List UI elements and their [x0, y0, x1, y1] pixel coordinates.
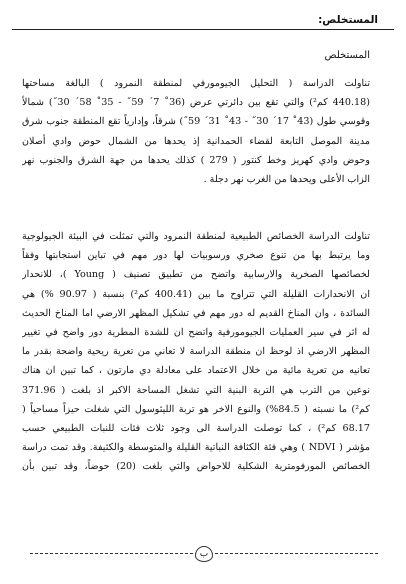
page-number: ب	[195, 546, 213, 562]
text-line: وما يرتبط بها من تنوع صخري ورسوبيات لها دور مهم في تباين استجابتها وفقاً	[22, 250, 370, 262]
text-line: وحوض وادي كهريز وخط كنتور ( 279 ) كذلك يحدها من جهة الشرق والجنوب نهر	[22, 154, 370, 166]
text-line: مؤشر ( NDVI ) وهي فئة الكثافة النباتية القليلة والمتوسطة والكثيفة. وقد تمت دراسة	[22, 442, 370, 454]
header-title: المستخلص:	[318, 14, 378, 26]
text-line: نوعين من الترب هي التربة البنية التي تشغل المساحة الاكبر اذ بلغت ( 371.96	[22, 384, 370, 396]
abstract-paragraph-2	[22, 227, 370, 477]
text-line: كم²) ما نسبته ( 84.5%) والنوع الاخر هو تربة الليثوسول التي شغلت حيزاً مساحياً (	[22, 403, 370, 415]
text-line: الزاب الأعلى ويحدها من الغرب نهر دجلة .	[203, 174, 370, 186]
text-line: وقوسي طول (43˚ 17´ 30˝ - 43˚ 31´ 59˝) شرقاً، وإدارياً تقع المنطقة جنوب شرق	[22, 116, 370, 128]
text-line: تناولت الدراسة ( التحليل الجيومورفي لمنطقة النمرود ) البالغة مساحتها	[22, 78, 370, 89]
text-line: 68.17 كم²) ، كما توصلت الدراسة الى وجود ثلاث فئات للنبات الطبيعي حسب	[22, 423, 370, 435]
abstract-paragraph-1	[22, 74, 370, 189]
header-divider	[12, 29, 394, 30]
text-line: (440.18 كم²) والتي تقع بين دائرتي عرض (36˚ 7´ 59˝ - 35˚ 58´ 30˝) شمالاً	[22, 97, 370, 109]
text-line: المظهر الارضي اذ لوحظ ان منطقة الدراسة لا تعاني من تعرية ريحية واضحة بقدر ما	[22, 346, 370, 358]
text-line: تناولت الدراسة الخصائص الطبيعية لمنطقة النمرود والتي تمثلت في البيئة الجيولوجية	[22, 231, 370, 242]
text-line: مدينة الموصل التابعة لقضاء الحمدانية إذ يحدها من الشمال حوض وادي أصلان	[22, 135, 370, 147]
text-line: السائدة ، وان المناخ القديم له دور مهم في تشكيل المظهر الارضي اما المناخ الحديث	[22, 307, 370, 319]
text-line: لخصائصها الصخرية والارسابية واتضح من تطبيق تصنيف ( Young )، للانحدار	[22, 269, 370, 281]
text-line: الخصائص المورفومترية الشكلية للاحواض والتي بلغت (20) حوضاً، وقد تبين بأن	[22, 461, 370, 473]
text-line: تعانيه من تعرية مائية من خلال الاعتماد على معادلة دي مارتون ، كما تبين ان هناك	[22, 365, 370, 377]
text-line: ان الانحدارات القليلة التي تتراوح ما بين (400.41 كم²) بنسبة ( 90.97 %) هي	[22, 288, 370, 300]
text-line: له اثر في سير العمليات الجيومورفية واتضح ان للشدة المطرية دور واضح في تغيير	[22, 327, 370, 339]
section-title: المستخلص	[324, 50, 370, 61]
